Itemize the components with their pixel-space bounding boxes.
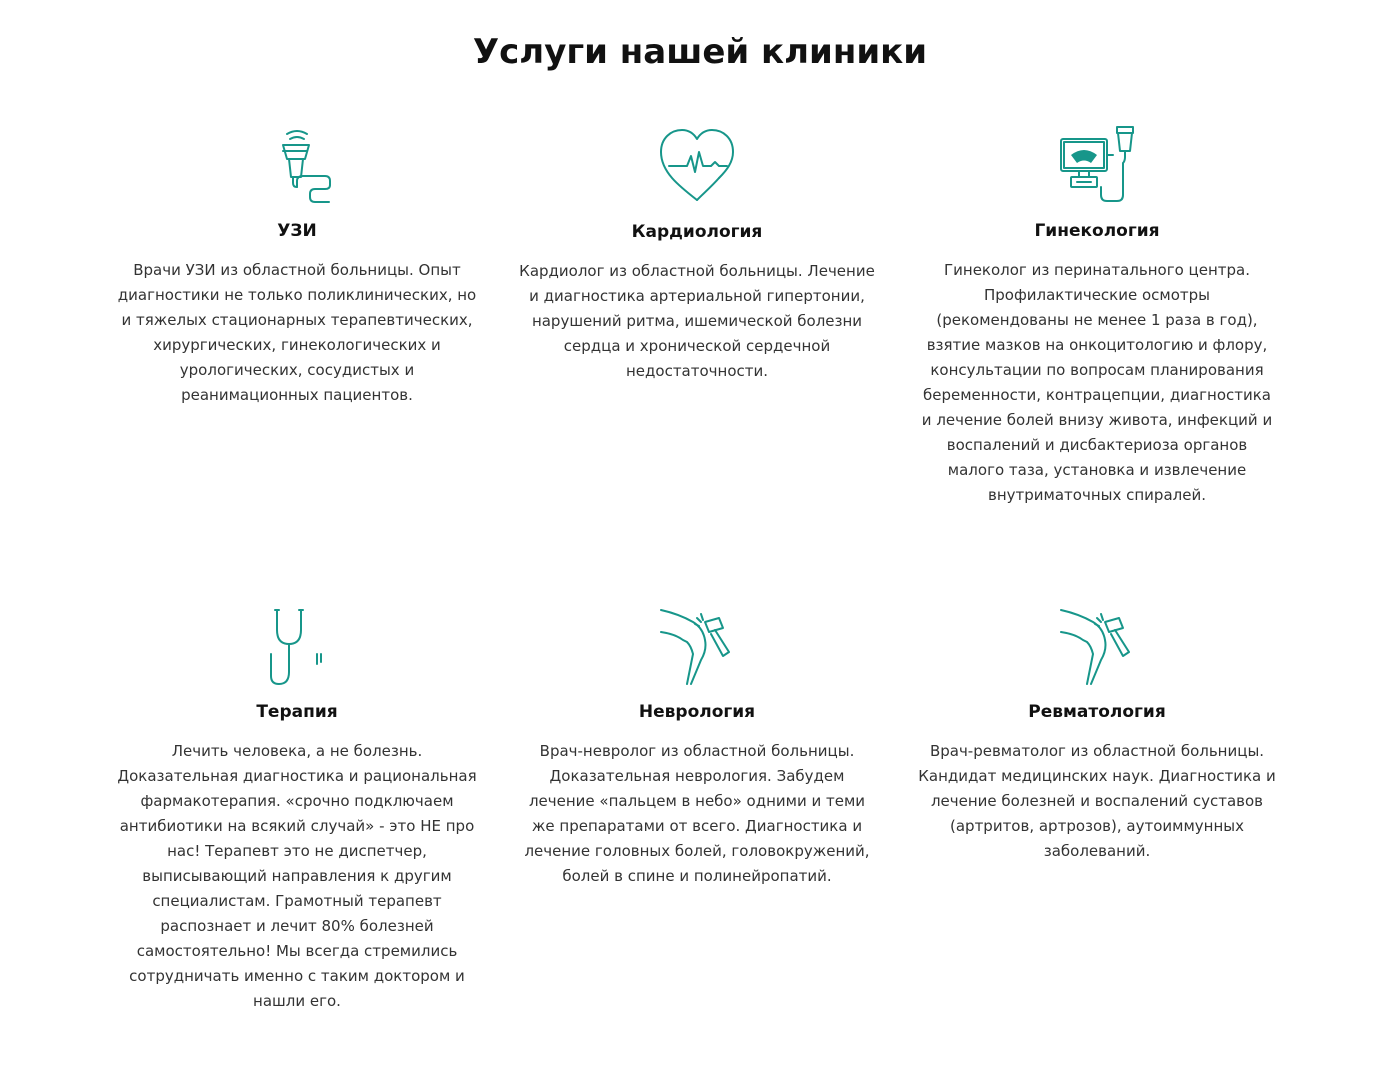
- service-description: Лечить человека, а не болезнь. Доказательная диагностика и рациональная фармакотерапия. «срочно подключаем антибиотики на всякий случай» - это НЕ про нас! Терапевт это не диспетчер, выписывающий направления к другим специалистам. Грамотный терапевт распознает и лечит 80% болезней самостоятельно! Мы всегда стремились сотрудничать именно с таким доктором и нашли его.: [117, 742, 477, 1010]
- service-title: УЗИ: [277, 221, 317, 241]
- service-description: Врач-невролог из областной больницы. Доказательная неврология. Забудем лечение «пальцем в небо» одними и теми же препаратами от всего. Диагностика и лечение головных болей, головокружений, болей в спине и полинейропатий.: [524, 742, 870, 885]
- service-description: Врачи УЗИ из областной больницы. Опыт диагностики не только поликлинических, но и тяжелых стационарных терапевтических, хирургических, гинекологических и урологических, сосудистых и реанимационных пациентов.: [117, 261, 477, 404]
- service-description: Врач-ревматолог из областной больницы. Кандидат медицинских наук. Диагностика и лечение болезней и воспалений суставов (артритов, артрозов), аутоиммунных заболеваний.: [918, 742, 1276, 860]
- service-title: Гинекология: [1034, 221, 1160, 241]
- service-title: Терапия: [256, 702, 338, 722]
- reflex-hammer-knee-icon: [1057, 606, 1137, 686]
- service-title: Ревматология: [1028, 702, 1166, 722]
- service-description: Гинеколог из перинатального центра. Профилактические осмотры (рекомендованы не менее 1 раза в год), взятие мазков на онкоцитологию и флору, консультации по вопросам планирования беременности, контрацепции, диагностика и лечение болей внизу живота, инфекций и воспалений и дисбактериоза органов малого таза, установка и извлечение внутриматочных спиралей.: [921, 261, 1273, 504]
- service-title: Неврология: [638, 702, 756, 722]
- reflex-hammer-knee-icon: [657, 606, 737, 686]
- ultrasound-probe-icon: [257, 125, 337, 205]
- stethoscope-icon: [257, 606, 337, 686]
- ultrasound-machine-icon: [1057, 125, 1137, 205]
- service-description: Кардиолог из областной больницы. Лечение и диагностика артериальной гипертонии, нарушений ритма, ишемической болезни сердца и хронической сердечной недостаточности.: [519, 262, 875, 380]
- heart-pulse-icon: [657, 126, 737, 206]
- page-title: Услуги нашей клиники: [472, 32, 928, 72]
- service-title: Кардиология: [631, 222, 763, 242]
